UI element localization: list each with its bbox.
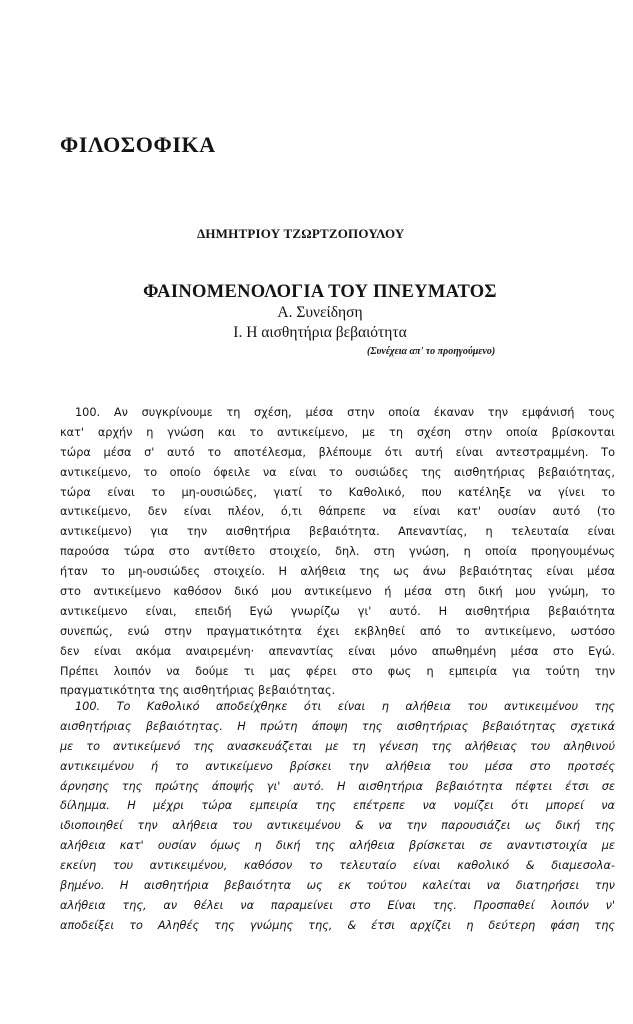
text-line: στο αντικείμενο καθόσον δικό μου αντικείμενο ή μέσα στη δική μου γνώμη, το bbox=[60, 585, 615, 599]
text-line: δεν είναι ακόμα αναιρεμένη· απεναντίας είναι μόνο απωθημένη μέσα στο Εγώ. bbox=[60, 644, 615, 658]
author-name: ΔΗΜΗΤΡΙΟΥ ΤΖΩΡΤΖΟΠΟΥΛΟΥ bbox=[197, 226, 405, 241]
part-title: Α. Συνείδηση bbox=[277, 304, 363, 321]
text-line: 100. Το Καθολικό αποδείχθηκε ότι είναι η αλήθεια του αντικειμένου της bbox=[75, 700, 615, 713]
paragraph-1 bbox=[60, 403, 615, 701]
continuation-note: (Συνέχεια απ' το προηγούμενο) bbox=[367, 346, 496, 357]
text-line: εκείνη του αντικειμένου, καθόσον το τελευταίο είναι καθολικό & διαμεσολα- bbox=[60, 859, 615, 873]
text-line: ήταν το μη-ουσιώδες στοιχείο. Η αλήθεια της ως άνω βεβαιότητας είναι μέσα bbox=[60, 565, 615, 579]
text-line: αποδείξει το Αληθές της γνώμης της, & έτσι αρχίζει η δεύτερη φάση της bbox=[60, 918, 615, 932]
text-line: βημένο. Η αισθητήρια βεβαιότητα ως εκ τούτου καλείται να διατηρήσει την bbox=[60, 879, 615, 893]
work-title: ΦΑΙΝΟΜΕΝΟΛΟΓΙΑ ΤΟΥ ΠΝΕΥΜΑΤΟΣ bbox=[143, 282, 497, 302]
text-line: παρούσα τώρα στο αντίθετο στοιχείο, δηλ. στη γνώση, η οποία προηγουμένως bbox=[60, 545, 615, 559]
text-line: συνεπώς, ενώ στην πραγματικότητα έχει εκβληθεί από το αντικείμενο, ωστόσο bbox=[60, 624, 615, 638]
text-line: αλήθεια της, αν θέλει να παραμείνει στο Είναι της. Προσπαθεί λοιπόν ν' bbox=[60, 898, 615, 912]
text-line: αντικειμένου ή το αντικείμενο βρίσκει την αλήθεια του μέσα στο προτσές bbox=[60, 759, 615, 773]
text-line: αντικείμενο, δεν είναι πλέον, ό,τι θάπρεπε να είναι κατ' ουσίαν αυτό (το bbox=[60, 505, 615, 519]
text-line: αισθητήριας βεβαιότητας. Η πρώτη άποψη της αισθητήριας βεβαιότητας σχετικά bbox=[60, 719, 615, 733]
text-line: Πρέπει λοιπόν να δούμε τι μας φέρει στο φως η εμπειρία για τούτη την bbox=[60, 664, 615, 678]
text-line: κατ' αρχήν η γνώση και το αντικείμενο, με τη σχέση στην οποία βρίσκονται bbox=[60, 425, 615, 439]
section-title: ΦΙΛΟΣΟΦΙΚΑ bbox=[60, 132, 216, 157]
text-line: αντικείμενο, το οποίο όφειλε να είναι το ουσιώδες της αισθητήριας βεβαιότητας, bbox=[60, 465, 615, 479]
paragraph-2 bbox=[60, 697, 615, 936]
chapter-title: Ι. Η αισθητήρια βεβαιότητα bbox=[233, 324, 407, 341]
text-line: αλήθεια κατ' ουσίαν όμως η δική της αλήθεια βρίσκεται σε αναντιστοιχία με bbox=[60, 839, 615, 853]
text-line: αντικείμενο είναι, επειδή Εγώ γνωρίζω γι' αυτό. Η αισθητήρια βεβαιότητα bbox=[60, 604, 615, 618]
text-line: 100. Αν συγκρίνουμε τη σχέση, μέσα στην οποία έκαναν την εμφάνισή τους bbox=[75, 406, 615, 419]
text-line: δίλημμα. Η μέχρι τώρα εμπειρία της επέτρεπε να νομίζει ότι μπορεί να bbox=[60, 799, 615, 813]
text-line: άρνησης της πρώτης άποψής γι' αυτό. Η αισθητήρια βεβαιότητα πέφτει έτσι σε bbox=[60, 779, 615, 793]
text-line: ιδιοποιηθεί την αλήθεια του αντικειμένου & να την παρουσιάζει ως δική της bbox=[60, 819, 615, 833]
text-line: πραγματικότητα της αισθητήριας βεβαιότητας. bbox=[60, 684, 336, 698]
text-line: αντικείμενο) για την αισθητήρια βεβαιότητα. Απεναντίας, η τελευταία είναι bbox=[60, 525, 615, 539]
text-line: τώρα μέσα σ' αυτό το αποτέλεσμα, βλέπουμε ότι αυτή είναι αντεστραμμένη. Το bbox=[60, 445, 615, 459]
text-line: τώρα είναι το μη-ουσιώδες, γιατί το Καθολικό, που κατέληξε να γίνει το bbox=[60, 485, 615, 499]
text-line: με το αντικείμενό της ανασκευάζεται με τη γένεση της αλήθειας του αληθινού bbox=[60, 739, 615, 753]
